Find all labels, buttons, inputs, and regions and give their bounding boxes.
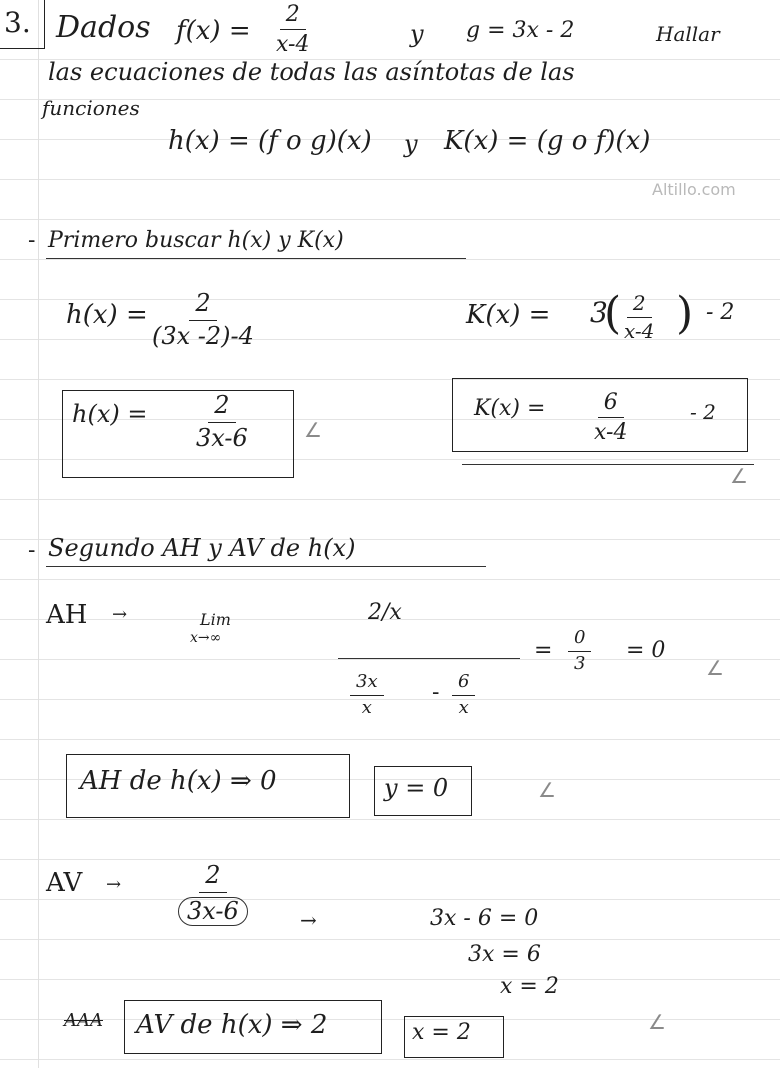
- result-fraction: [568, 628, 591, 674]
- limit-fraction-bar: [338, 658, 520, 659]
- ah-label: AH: [46, 600, 88, 630]
- h-numerator: 2: [189, 290, 216, 321]
- step2-underline: [46, 566, 486, 567]
- av-equation-1: 3x - 6 = 0: [430, 906, 539, 931]
- result-equals: =: [534, 638, 553, 663]
- f-label: f(x) =: [176, 16, 251, 46]
- bullet-dash-1: -: [28, 228, 36, 253]
- result-den: 3: [574, 652, 586, 674]
- g-definition: g = 3x - 2: [466, 18, 575, 43]
- check-mark-2: ∠: [730, 464, 748, 488]
- result-zero: = 0: [626, 638, 666, 663]
- k-box-denominator: x-4: [594, 420, 628, 446]
- av-equation-2: 3x = 6: [468, 942, 541, 967]
- h-composition: h(x) = (f o g)(x): [168, 126, 372, 156]
- den-minus: -: [432, 680, 440, 705]
- h-box-denominator: 3x-6: [196, 423, 248, 452]
- problem-number: 3.: [4, 6, 31, 39]
- y-result: y = 0: [384, 774, 449, 802]
- f-denominator: x-4: [276, 32, 310, 58]
- k-box-bottom-rule: [462, 464, 754, 465]
- k-box-fraction: [588, 390, 633, 446]
- av-numerator: 2: [199, 862, 226, 893]
- k-denominator: x-4: [624, 319, 655, 343]
- h-box-numerator: 2: [208, 392, 235, 423]
- av-arrow-1: →: [106, 874, 122, 895]
- conjunction-y: y: [410, 20, 424, 48]
- k-box-tail: - 2: [690, 400, 716, 424]
- h-box-label: h(x) =: [72, 400, 148, 428]
- den-right-den: x: [458, 696, 469, 718]
- av-fraction: [178, 862, 248, 926]
- lead-word: Dados: [56, 10, 151, 45]
- check-mark-5: ∠: [648, 1010, 666, 1034]
- k-paren-close: ): [676, 288, 694, 339]
- bullet-dash-2: -: [28, 538, 36, 563]
- check-mark-3: ∠: [706, 656, 724, 680]
- h-box-fraction: [190, 392, 254, 452]
- margin-line: [38, 0, 39, 1068]
- av-arrow-2: →: [300, 908, 317, 932]
- den-right-num: 6: [452, 672, 475, 696]
- lim-subscript: x→∞: [190, 630, 222, 646]
- k-paren-open: (: [604, 288, 622, 339]
- h-denominator: (3x -2)-4: [152, 321, 254, 350]
- lim-word: Lim: [200, 610, 231, 629]
- step1-underline: [46, 258, 466, 259]
- ah-arrow: →: [112, 604, 128, 625]
- scribble: AAA: [64, 1010, 103, 1031]
- k-tail: - 2: [706, 300, 735, 325]
- h-fraction: [146, 290, 260, 350]
- step1-heading: Primero buscar h(x) y K(x): [48, 228, 344, 253]
- task-line-3: funciones: [42, 96, 140, 120]
- den-left-fraction: [350, 672, 384, 718]
- k-box-label: K(x) =: [474, 396, 546, 421]
- av-result: AV de h(x) ⇒ 2: [136, 1010, 328, 1040]
- den-left-num: 3x: [350, 672, 384, 696]
- av-label: AV: [46, 868, 83, 898]
- check-mark-4: ∠: [538, 778, 556, 802]
- den-right-fraction: [452, 672, 475, 718]
- f-numerator: 2: [280, 2, 306, 30]
- limit-numerator: 2/x: [368, 600, 402, 625]
- den-left-den: x: [361, 696, 372, 718]
- f-fraction: [270, 2, 315, 58]
- k-composition: K(x) = (g o f)(x): [444, 126, 651, 156]
- ah-result: AH de h(x) ⇒ 0: [80, 766, 277, 796]
- task-word-hallar: Hallar: [656, 22, 720, 46]
- k-box-numerator: 6: [598, 390, 624, 418]
- check-mark-1: ∠: [304, 418, 322, 442]
- watermark: Altillo.com: [652, 180, 736, 199]
- x-result: x = 2: [412, 1020, 471, 1045]
- k-coefficient: 3: [590, 296, 608, 329]
- h-label: h(x) =: [66, 300, 148, 330]
- av-denominator: 3x-6: [178, 897, 248, 927]
- k-fraction: [618, 292, 660, 343]
- av-equation-3: x = 2: [500, 974, 559, 999]
- k-label: K(x) =: [466, 300, 551, 330]
- conjunction-y-2: y: [404, 130, 418, 158]
- task-line-2: las ecuaciones de todas las asíntotas de las: [48, 58, 575, 86]
- step2-heading: Segundo AH y AV de h(x): [48, 534, 356, 562]
- result-num: 0: [568, 628, 591, 652]
- k-numerator: 2: [627, 292, 652, 318]
